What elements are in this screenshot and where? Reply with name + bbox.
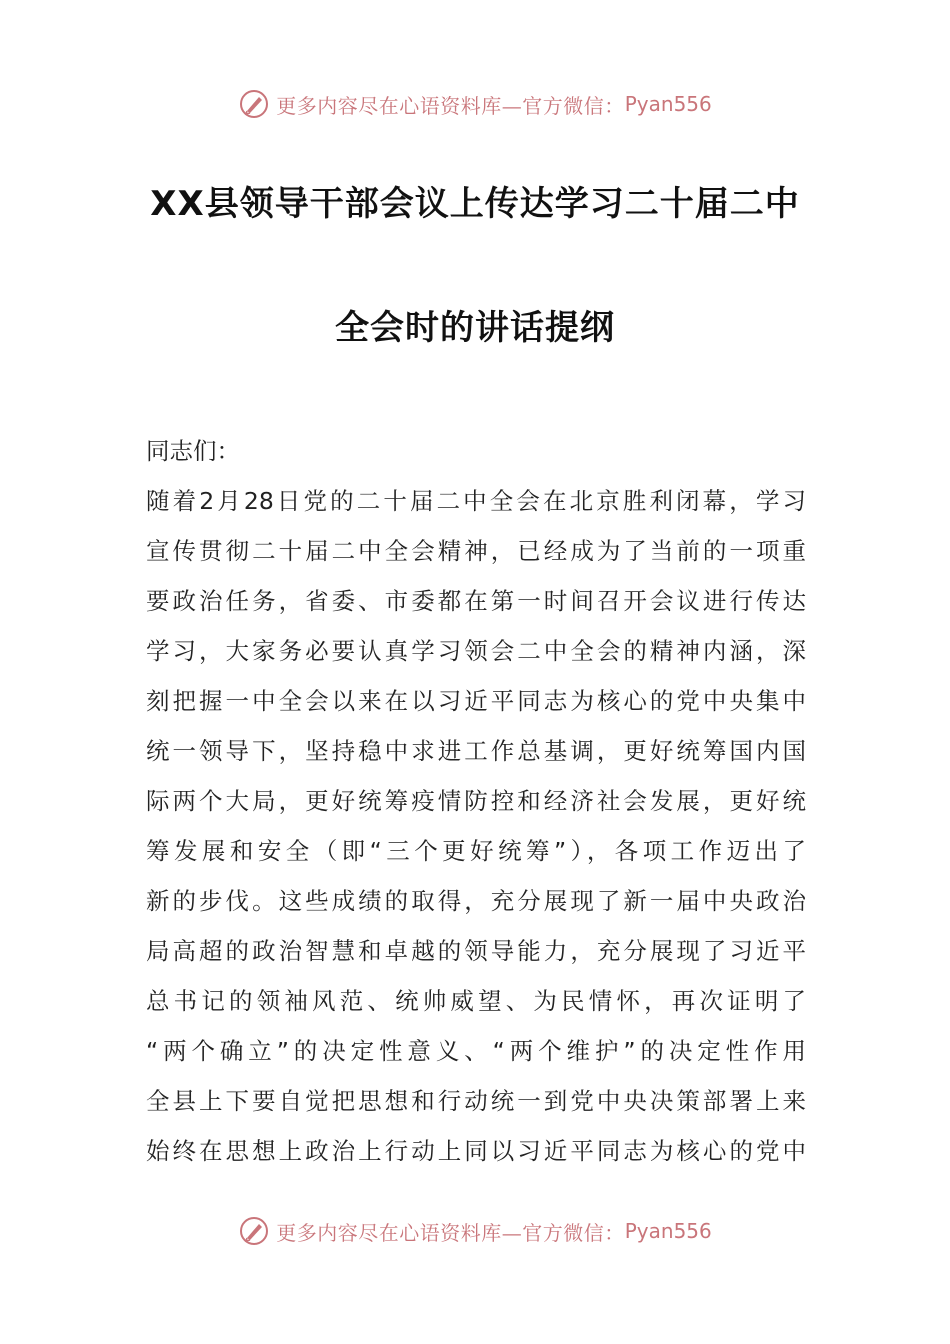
body-line: 全县上下要自觉把思想和行动统一到党中央决策部署上来	[146, 1087, 806, 1115]
body-line: 随着2月28日党的二十届二中全会在北京胜利闭幕，学习	[146, 487, 806, 515]
body-line: 刻把握一中全会以来在以习近平同志为核心的党中央集中	[146, 687, 806, 715]
watermark-text: 更多内容尽在心语资料库—官方微信：	[276, 93, 625, 118]
body-line: 局高超的政治智慧和卓越的领导能力，充分展现了习近平	[146, 937, 806, 965]
body-line: 统一领导下，坚持稳中求进工作总基调，更好统筹国内国	[146, 737, 806, 765]
pen-logo-icon	[238, 88, 270, 120]
greeting: 同志们：	[146, 437, 240, 465]
body-line: “两个确立”的决定性意义、“两个维护”的决定性作用	[146, 1037, 806, 1065]
body-line: 要政治任务，省委、市委都在第一时间召开会议进行传达	[146, 587, 806, 615]
body-line: 总书记的领袖风范、统帅威望、为民情怀，再次证明了	[146, 987, 806, 1015]
footer-watermark	[0, 1211, 950, 1251]
document-title-line-1: XX县领导干部会议上传达学习二十届二中	[150, 184, 800, 224]
watermark-wechat-id: Pyan556	[624, 1219, 712, 1243]
watermark-text: 更多内容尽在心语资料库—官方微信：	[276, 1220, 625, 1245]
body-line: 学习，大家务必要认真学习领会二中全会的精神内涵，深	[146, 637, 806, 665]
body-line: 筹发展和安全（即“三个更好统筹”），各项工作迈出了	[146, 837, 806, 865]
document-title-line-2: 全会时的讲话提纲	[335, 308, 615, 348]
body-line: 宣传贯彻二十届二中全会精神，已经成为了当前的一项重	[146, 537, 806, 565]
document-body	[146, 426, 806, 1176]
body-line: 始终在思想上政治上行动上同以习近平同志为核心的党中	[146, 1137, 806, 1165]
pen-logo-icon	[238, 1215, 270, 1247]
watermark-wechat-id: Pyan556	[624, 92, 712, 116]
body-line: 际两个大局，更好统筹疫情防控和经济社会发展，更好统	[146, 787, 806, 815]
header-watermark	[0, 84, 950, 124]
body-line: 新的步伐。这些成绩的取得，充分展现了新一届中央政治	[146, 887, 806, 915]
